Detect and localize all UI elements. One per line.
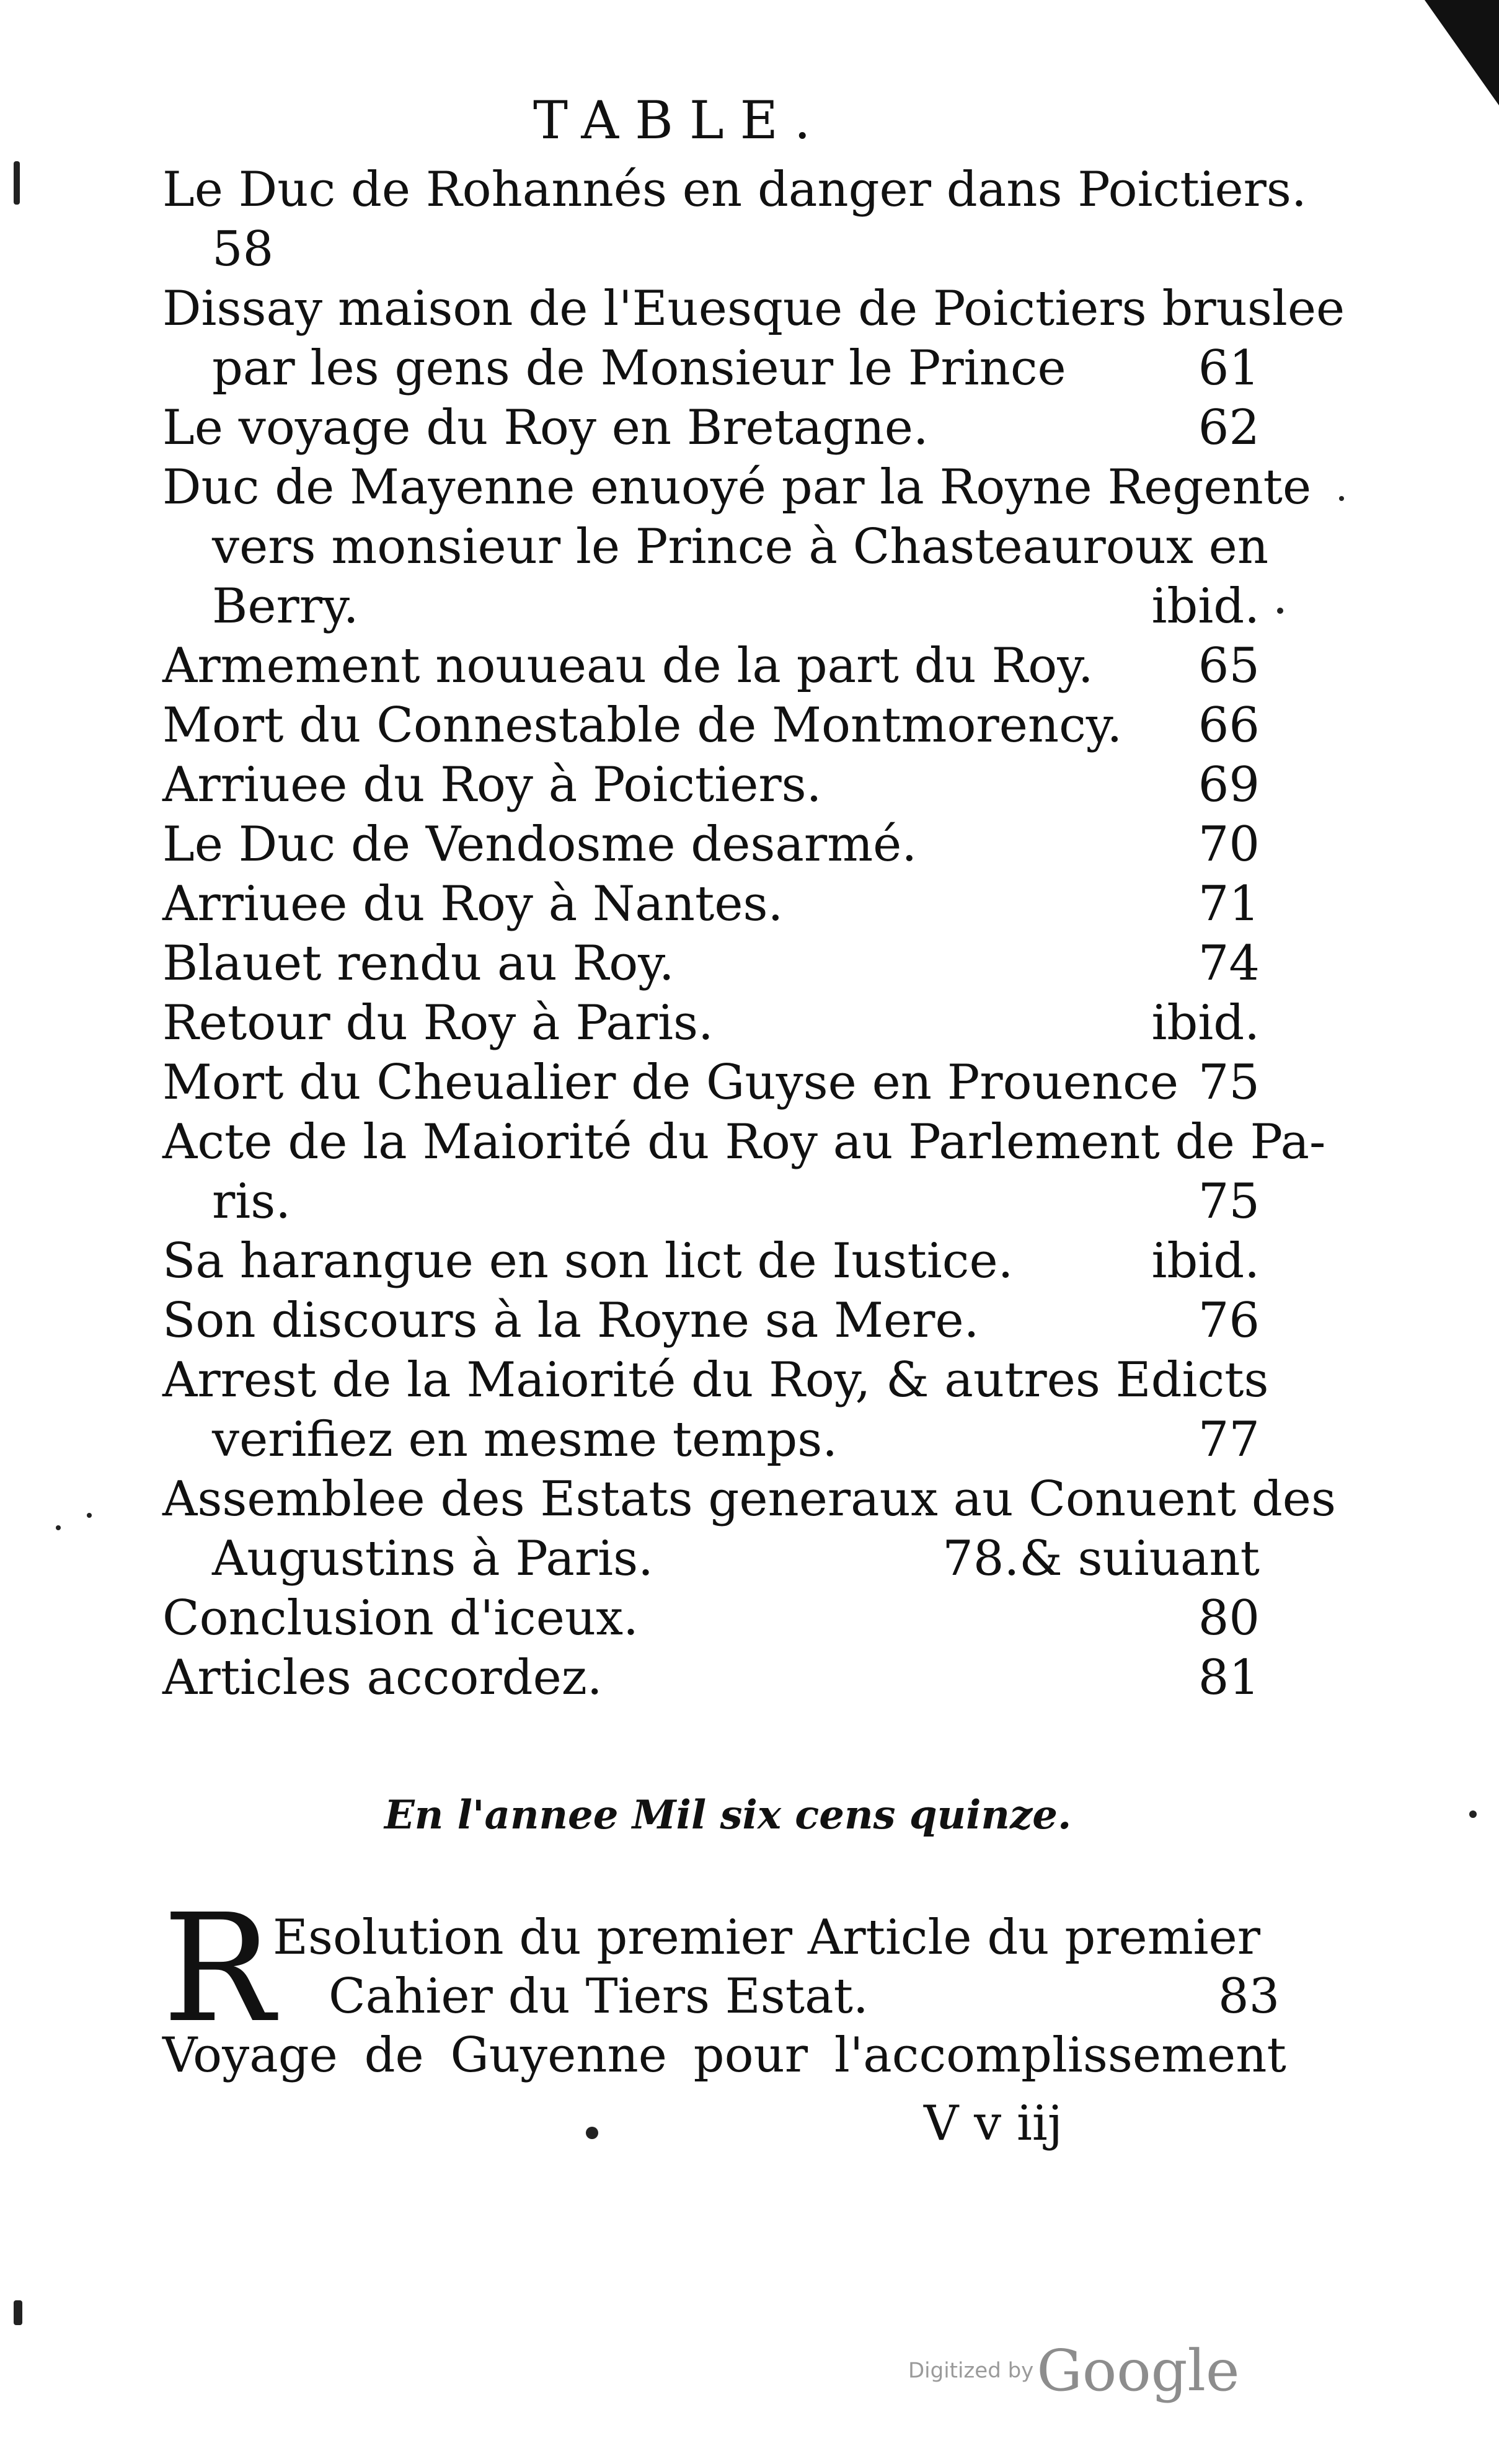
toc-entry-title: Le Duc de Vendosme desarmé. bbox=[162, 817, 918, 872]
toc-entry bbox=[162, 1112, 1326, 1231]
toc-entry-title: Duc de Mayenne enuoyé par la Royne Regente bbox=[162, 459, 1312, 515]
scan-speck bbox=[1339, 496, 1344, 501]
scan-speck bbox=[56, 1525, 61, 1530]
toc-entry bbox=[162, 993, 1260, 1053]
toc-entry-continuation: par les gens de Monsieur le Prince bbox=[212, 340, 1066, 396]
toc-entry-continuation: Augustins à Paris. bbox=[212, 1531, 653, 1587]
toc-entry-continuation: vers monsieur le Prince à Chasteauroux en bbox=[212, 519, 1269, 575]
toc-entry bbox=[162, 458, 1312, 636]
toc-entry-continuation: Berry. bbox=[212, 578, 359, 634]
scan-speck bbox=[1277, 608, 1283, 614]
toc-entry-page-number: 75 bbox=[1198, 1174, 1260, 1230]
toc-entry-page-number: ibid. bbox=[1151, 1233, 1260, 1289]
year-heading: En l'annee Mil six cens quinze. bbox=[384, 1792, 1072, 1838]
toc-entry-page-number: 62 bbox=[1198, 400, 1260, 456]
toc-entry-page-number: 71 bbox=[1198, 876, 1260, 932]
toc-entry-title: Arriuee du Roy à Poictiers. bbox=[162, 757, 822, 813]
toc-entry-page-number: 76 bbox=[1198, 1293, 1260, 1349]
drop-cap: R bbox=[162, 1882, 275, 2055]
running-head: TABLE. bbox=[533, 90, 827, 151]
toc-entry bbox=[162, 1053, 1260, 1112]
toc-entry-page-number: 66 bbox=[1198, 698, 1260, 753]
toc-entry-continuation: 58 bbox=[212, 221, 274, 277]
toc-entry bbox=[162, 398, 1260, 458]
toc-entry bbox=[162, 755, 1260, 815]
toc-entry-page-number: 77 bbox=[1198, 1412, 1260, 1468]
toc-entry bbox=[162, 815, 1260, 874]
toc-entry bbox=[162, 1350, 1269, 1469]
toc-entry-page-number: 80 bbox=[1198, 1590, 1260, 1646]
scan-speck bbox=[1469, 1810, 1477, 1818]
scan-speck bbox=[87, 1513, 92, 1518]
toc-entry-page-number: 61 bbox=[1198, 340, 1260, 396]
toc-entry-page-number: 74 bbox=[1198, 936, 1260, 991]
resolution-line-1: Esolution du premier Article du premier bbox=[273, 1910, 1261, 1965]
toc-entry-title: Le Duc de Rohannés en danger dans Poictiers. bbox=[162, 162, 1307, 218]
signature-mark: V v iij bbox=[924, 2096, 1063, 2152]
toc-entry-title: Assemblee des Estats generaux au Conuent des bbox=[162, 1471, 1336, 1527]
google-logo: Google bbox=[1037, 2338, 1240, 2404]
toc-entry bbox=[162, 874, 1260, 934]
toc-entry bbox=[162, 934, 1260, 993]
scan-speck bbox=[586, 2127, 598, 2139]
toc-entry-title: Mort du Cheualier de Guyse en Prouence bbox=[162, 1055, 1179, 1110]
toc-entry-page-number: 81 bbox=[1198, 1650, 1260, 1706]
toc-entry bbox=[162, 1589, 1260, 1648]
toc-entry-page-number: 69 bbox=[1198, 757, 1260, 813]
toc-entry-title: Retour du Roy à Paris. bbox=[162, 995, 714, 1051]
toc-entry-title: Acte de la Maiorité du Roy au Parlement de Pa- bbox=[162, 1114, 1326, 1170]
toc-entry-page-number: ibid. bbox=[1151, 578, 1260, 634]
watermark-prefix: Digitized by bbox=[908, 2358, 1034, 2383]
toc-entry-page-number: ibid. bbox=[1151, 995, 1260, 1051]
toc-entry bbox=[162, 1231, 1260, 1291]
toc-entry bbox=[162, 636, 1260, 696]
continuation-line: Voyage de Guyenne pour l'accomplissement bbox=[162, 2027, 1286, 2083]
toc-entry bbox=[162, 1469, 1336, 1589]
toc-entry-page-number: 70 bbox=[1198, 817, 1260, 872]
toc-entry-page-number: 75 bbox=[1198, 1055, 1260, 1110]
toc-entry bbox=[162, 279, 1345, 398]
toc-entry-title: Mort du Connestable de Montmorency. bbox=[162, 698, 1123, 753]
toc-entry bbox=[162, 1291, 1260, 1350]
toc-entry-title: Arriuee du Roy à Nantes. bbox=[162, 876, 784, 932]
toc-entry bbox=[162, 1648, 1260, 1708]
toc-entry-title: Conclusion d'iceux. bbox=[162, 1590, 639, 1646]
toc-entry bbox=[162, 160, 1307, 279]
toc-entry-continuation: ris. bbox=[212, 1174, 291, 1230]
toc-entry-page-number: 78.& suiuant bbox=[942, 1531, 1260, 1587]
page-corner-shadow bbox=[1425, 0, 1499, 105]
toc-entry-title: Articles accordez. bbox=[162, 1650, 603, 1706]
toc-entry-title: Sa harangue en son lict de Iustice. bbox=[162, 1233, 1014, 1289]
resolution-line-2: Cahier du Tiers Estat. bbox=[329, 1969, 869, 2024]
toc-entry-title: Dissay maison de l'Euesque de Poictiers bruslee bbox=[162, 281, 1345, 337]
digitized-watermark bbox=[908, 2338, 1239, 2404]
scan-speck bbox=[14, 2300, 22, 2325]
toc-entry-title: Le voyage du Roy en Bretagne. bbox=[162, 400, 929, 456]
toc-entry-title: Son discours à la Royne sa Mere. bbox=[162, 1293, 979, 1349]
toc-entry bbox=[162, 696, 1260, 755]
toc-entry-title: Armement nouueau de la part du Roy. bbox=[162, 638, 1094, 694]
toc-entry-title: Blauet rendu au Roy. bbox=[162, 936, 674, 991]
toc-entry-continuation: verifiez en mesme temps. bbox=[212, 1412, 838, 1468]
toc-entry-title: Arrest de la Maiorité du Roy, & autres Edicts bbox=[162, 1352, 1269, 1408]
scan-speck bbox=[14, 161, 20, 205]
toc-entry-page-number: 65 bbox=[1198, 638, 1260, 694]
resolution-page-number: 83 bbox=[1218, 1969, 1280, 2024]
